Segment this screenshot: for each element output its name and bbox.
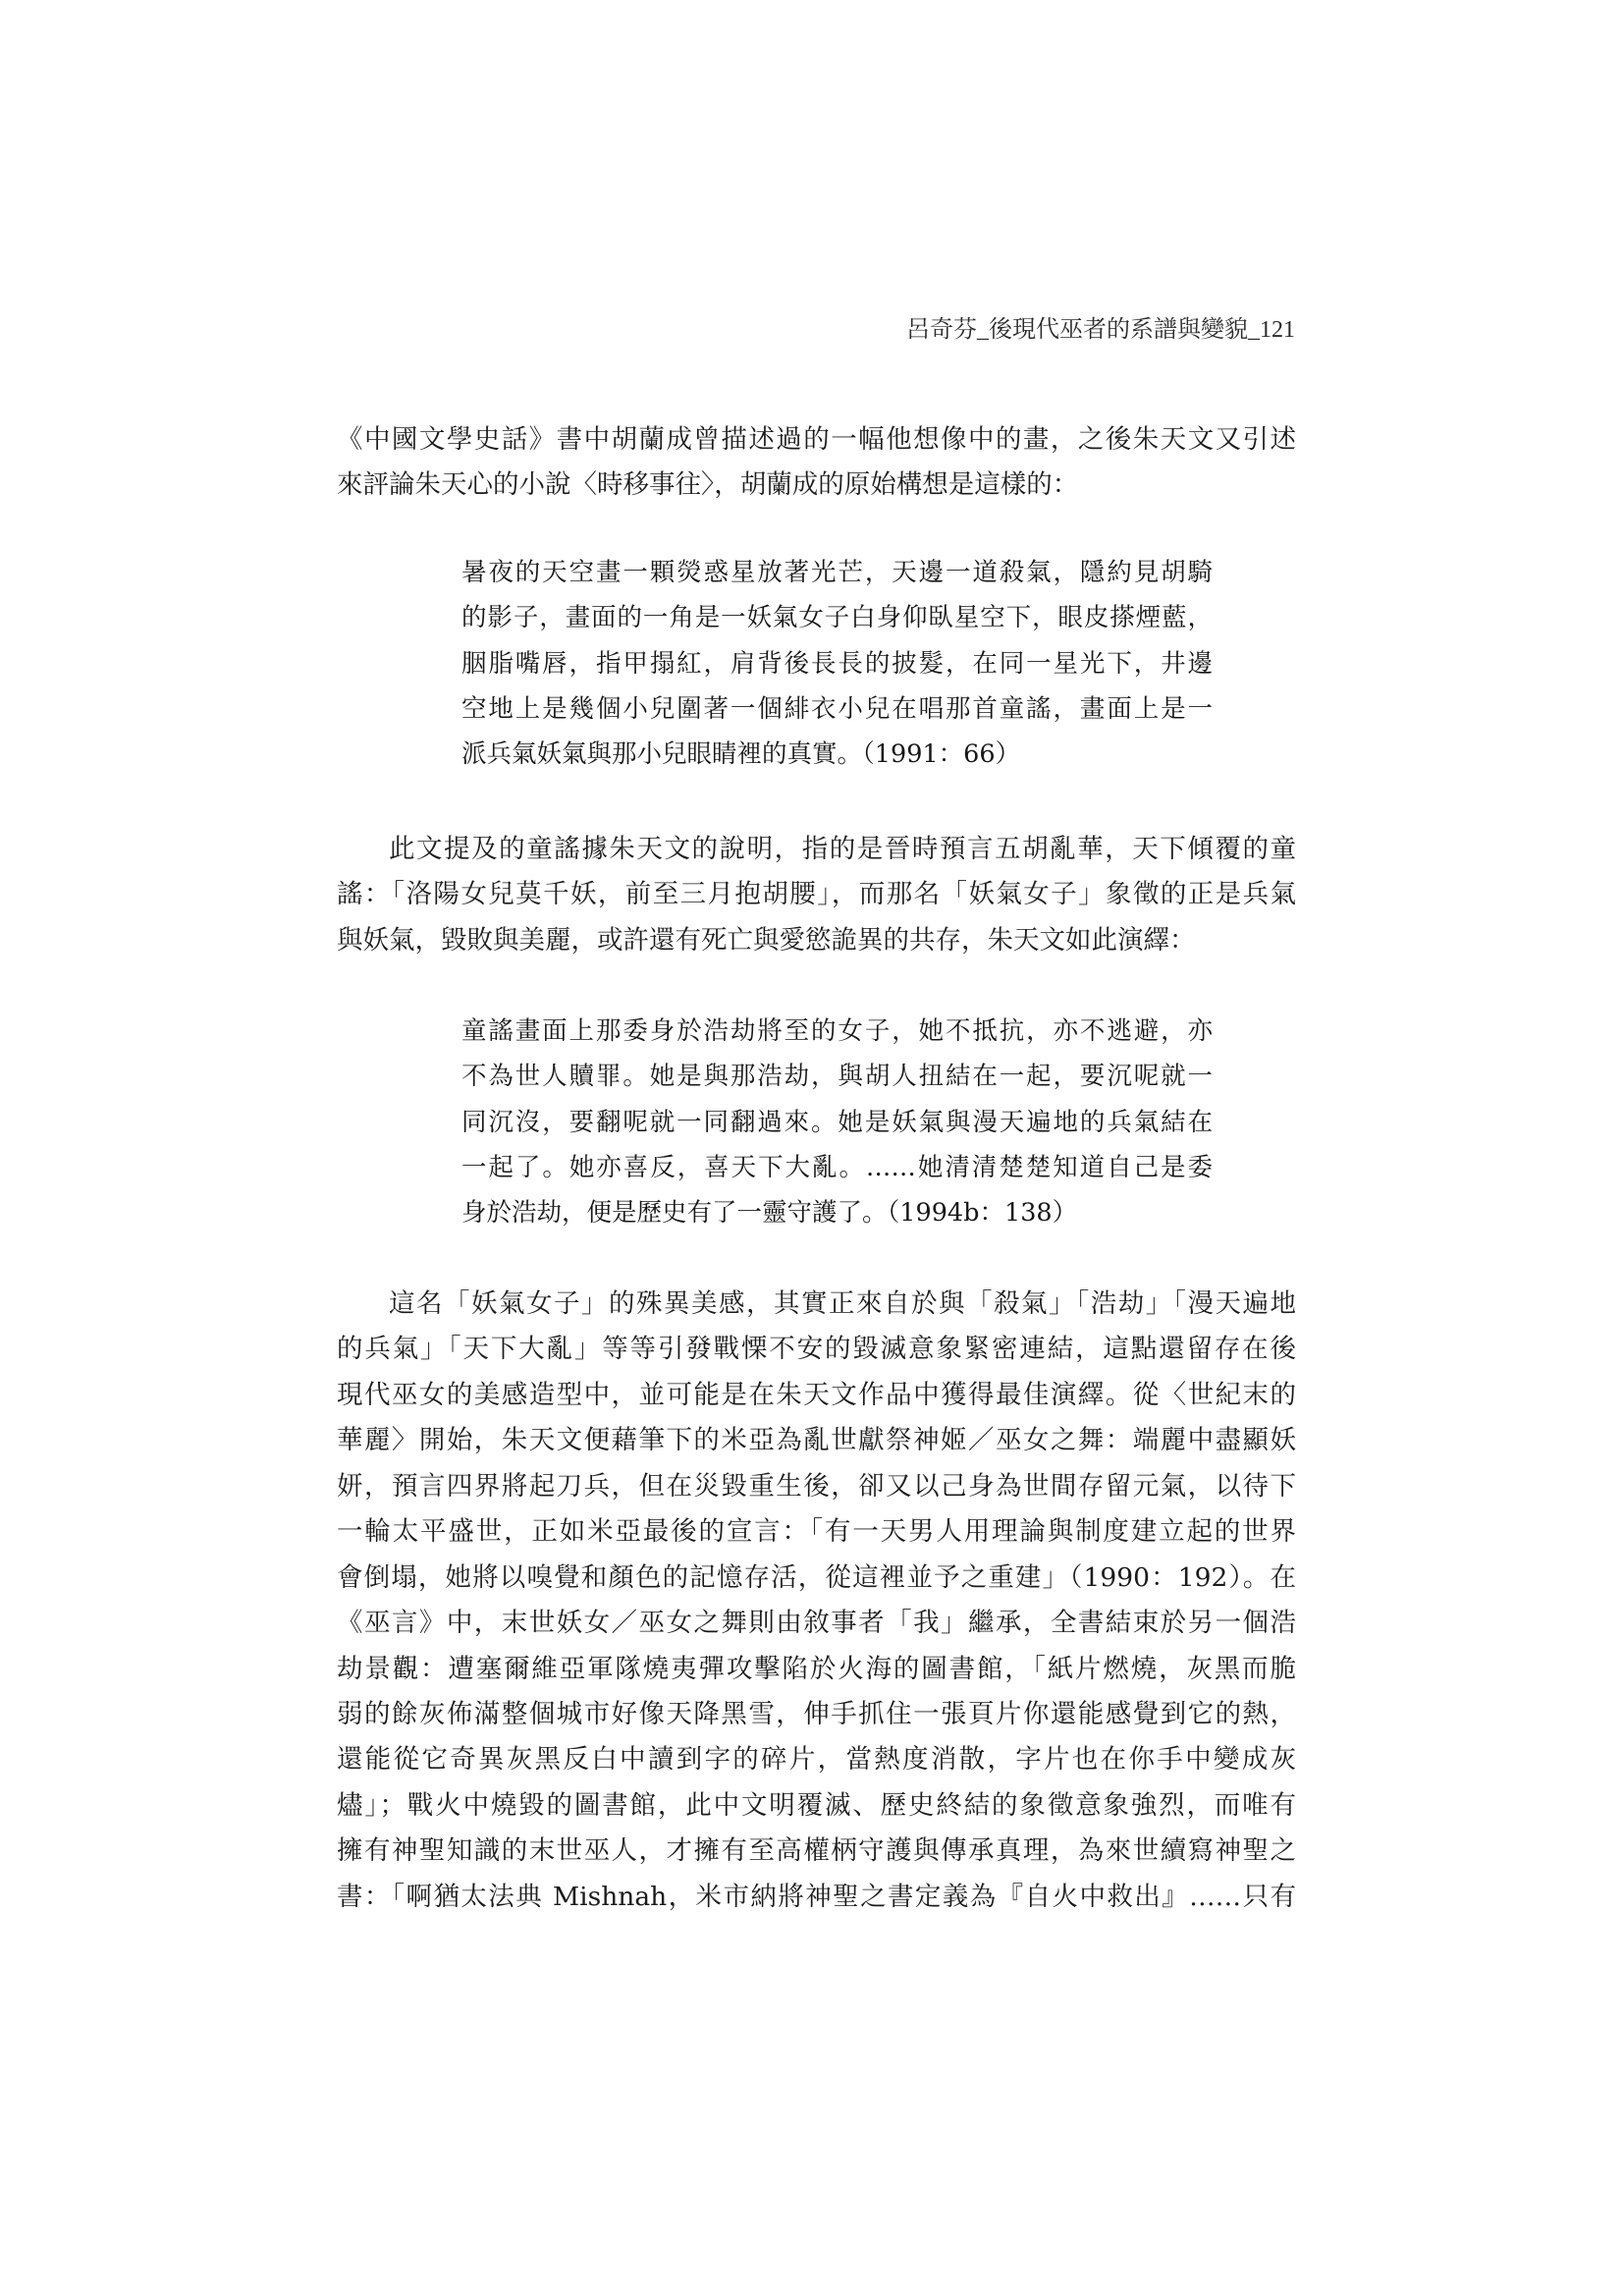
paragraph-line: 來評論朱天心的小說〈時移事往〉，胡蘭成的原始構想是這樣的： — [337, 469, 1079, 501]
paragraph-line: 與妖氣，毀敗與美麗，或許還有死亡與愛慾詭異的共存，朱天文如此演繹： — [337, 924, 1196, 956]
quote-line: 童謠畫面上那委身於浩劫將至的女子，她不抵抗，亦不逃避，亦 — [461, 1016, 1213, 1046]
paragraph-line: 《中國文學史話》書中胡蘭成曾描述過的一幅他想像中的畫，之後朱天文又引述 — [337, 424, 1296, 455]
paragraph-line: 華麗〉開始，朱天文便藉筆下的米亞為亂世獻祭神姬／巫女之舞：端麗中盡顯妖 — [337, 1425, 1296, 1456]
quote-line: 一起了。她亦喜反，喜天下大亂。……她清清楚楚知道自己是委 — [461, 1152, 1213, 1182]
quote-line: 派兵氣妖氣與那小兒眼睛裡的真實。（1991：66） — [461, 739, 1021, 769]
running-header: 呂奇芬_後現代巫者的系譜與變貌_121 — [906, 317, 1295, 343]
block-quote-2 — [461, 1009, 1213, 1235]
paragraph-line: 還能從它奇異灰黑反白中讀到字的碎片，當熱度消散，字片也在你手中變成灰 — [337, 1744, 1296, 1776]
paragraph-line: 書：「啊猶太法典 Mishnah，米市納將神聖之書定義為『自火中救出』……只有 — [337, 1881, 1296, 1912]
paragraph-line: 一輪太平盛世，正如米亞最後的宣言：「有一天男人用理論與制度建立起的世界 — [337, 1516, 1296, 1548]
paragraph-3 — [337, 1282, 1296, 1920]
block-quote-1 — [461, 550, 1213, 777]
paragraph-line: 這名「妖氣女子」的殊異美感，其實正來自於與「殺氣」「浩劫」「漫天遍地 — [389, 1288, 1296, 1319]
paragraph-2 — [337, 827, 1296, 963]
paragraph-line: 《巫言》中，末世妖女／巫女之舞則由敘事者「我」繼承，全書結束於另一個浩 — [337, 1608, 1296, 1639]
paragraph-line: 此文提及的童謠據朱天文的說明，指的是晉時預言五胡亂華，天下傾覆的童 — [389, 834, 1296, 864]
quote-line: 身於浩劫，便是歷史有了一靈守護了。（1994b：138） — [461, 1198, 1078, 1228]
paragraph-line: 擁有神聖知識的末世巫人，才擁有至高權柄守護與傳承真理，為來世續寫神聖之 — [337, 1835, 1296, 1867]
paragraph-line: 燼」；戰火中燒毀的圖書館，此中文明覆滅、歷史終結的象徵意象強烈，而唯有 — [337, 1789, 1296, 1821]
paragraph-line: 弱的餘灰佈滿整個城市好像天降黑雪，伸手抓住一張頁片你還能感覺到它的熱， — [337, 1698, 1296, 1729]
paragraph-line: 會倒塌，她將以嗅覺和顏色的記憶存活，從這裡並予之重建」（1990：192）。在 — [337, 1561, 1296, 1593]
quote-line: 的影子，畫面的一角是一妖氣女子白身仰臥星空下，眼皮搽煙藍， — [461, 603, 1213, 633]
quote-line: 空地上是幾個小兒圍著一個緋衣小兒在唱那首童謠，畫面上是一 — [461, 693, 1213, 724]
quote-line: 胭脂嘴唇，指甲搨紅，肩背後長長的披髮，在同一星光下，井邊 — [461, 648, 1213, 679]
paragraph-line: 謠：「洛陽女兒莫千妖，前至三月抱胡腰」，而那名「妖氣女子」象徵的正是兵氣 — [337, 879, 1296, 910]
quote-line: 同沉沒，要翻呢就一同翻過來。她是妖氣與漫天遍地的兵氣結在 — [461, 1107, 1213, 1137]
quote-line: 暑夜的天空畫一顆熒惑星放著光芒，天邊一道殺氣，隱約見胡騎 — [461, 558, 1213, 587]
paragraph-line: 妍，預言四界將起刀兵，但在災毀重生後，卻又以己身為世間存留元氣，以待下 — [337, 1470, 1296, 1502]
paragraph-line: 劫景觀：遭塞爾維亞軍隊燒夷彈攻擊陷於火海的圖書館，「紙片燃燒，灰黑而脆 — [337, 1653, 1296, 1684]
paragraph-line: 的兵氣」「天下大亂」等等引發戰慄不安的毀滅意象緊密連結，這點還留存在後 — [337, 1334, 1296, 1365]
quote-line: 不為世人贖罪。她是與那浩劫，與胡人扭結在一起，要沉呢就一 — [461, 1062, 1213, 1092]
paragraph-line: 現代巫女的美感造型中，並可能是在朱天文作品中獲得最佳演繹。從〈世紀末的 — [337, 1379, 1296, 1410]
paragraph-1 — [337, 417, 1296, 509]
